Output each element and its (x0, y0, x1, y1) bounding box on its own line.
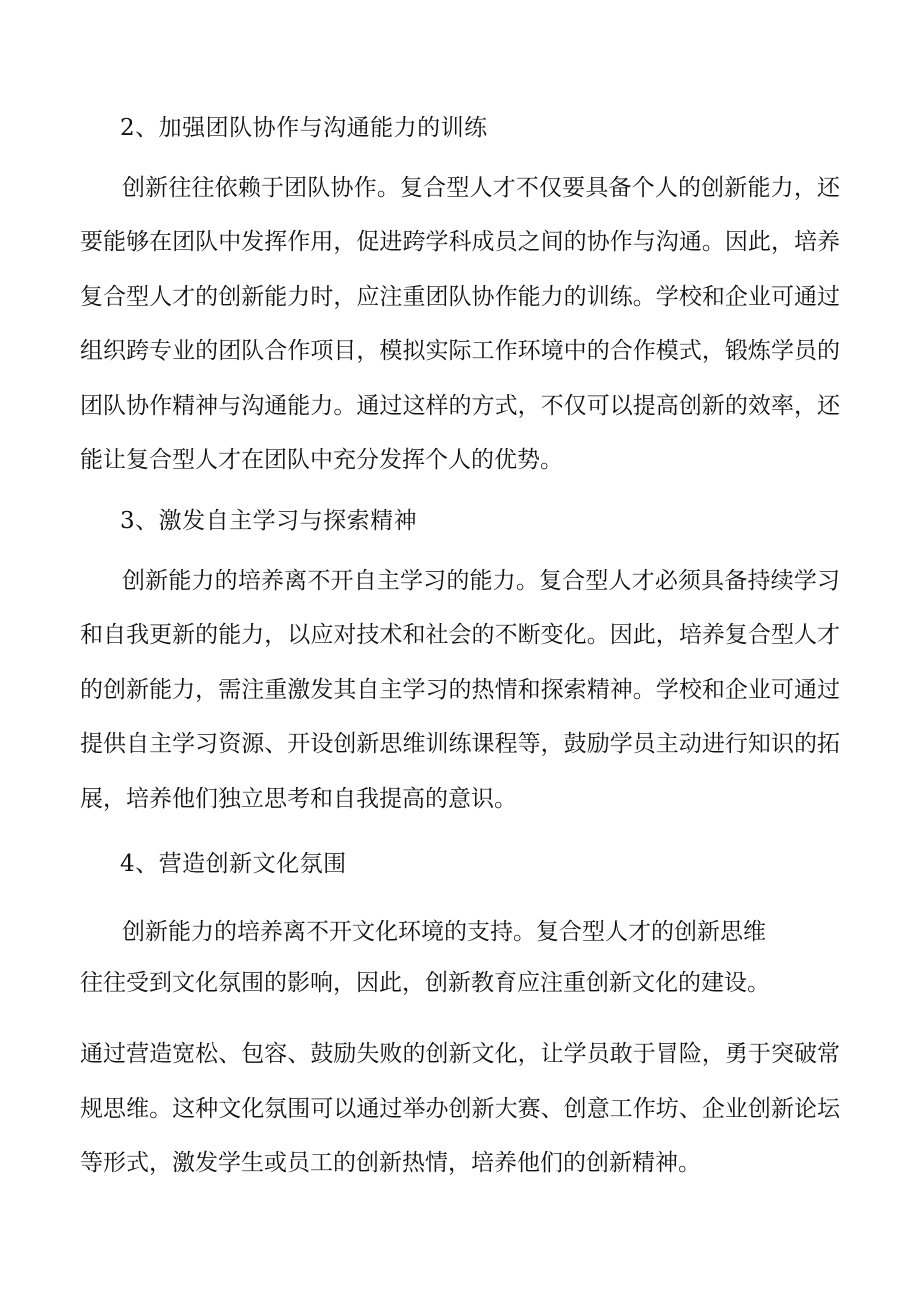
paragraph-line: 创新能力的培养离不开自主学习的能力。复合型人才必须具备持续学习 (122, 568, 840, 594)
paragraph-line: 通过营造宽松、包容、鼓励失败的创新文化，让学员敢于冒险，勇于突破常 (80, 1041, 840, 1067)
paragraph-line: 组织跨专业的团队合作项目，模拟实际工作环境中的合作模式，锻炼学员的 (80, 338, 840, 364)
paragraph-line: 创新往往依赖于团队协作。复合型人才不仅要具备个人的创新能力，还 (122, 175, 840, 201)
paragraph-line: 往往受到文化氛围的影响，因此，创新教育应注重创新文化的建设。 (80, 970, 770, 996)
paragraph-line: 要能够在团队中发挥作用，促进跨学科成员之间的协作与沟通。因此，培养 (80, 229, 840, 255)
paragraph-line: 能让复合型人才在团队中充分发挥个人的优势。 (80, 447, 563, 473)
section-heading-4: 4、营造创新文化氛围 (120, 851, 347, 877)
paragraph-line: 创新能力的培养离不开文化环境的支持。复合型人才的创新思维 (122, 919, 766, 945)
paragraph-line: 展，培养他们独立思考和自我提高的意识。 (80, 786, 517, 812)
paragraph-line: 团队协作精神与沟通能力。通过这样的方式，不仅可以提高创新的效率，还 (80, 393, 840, 419)
section-heading-2: 2、加强团队协作与沟通能力的训练 (120, 115, 488, 141)
paragraph-line: 提供自主学习资源、开设创新思维训练课程等，鼓励学员主动进行知识的拓 (80, 731, 840, 757)
paragraph-line: 复合型人才的创新能力时，应注重团队协作能力的训练。学校和企业可通过 (80, 284, 840, 310)
paragraph-line: 的创新能力，需注重激发其自主学习的热情和探索精神。学校和企业可通过 (80, 677, 840, 703)
paragraph-line: 规思维。这种文化氛围可以通过举办创新大赛、创意工作坊、企业创新论坛 (80, 1096, 840, 1122)
paragraph-line: 和自我更新的能力，以应对技术和社会的不断变化。因此，培养复合型人才 (80, 622, 840, 648)
section-heading-3: 3、激发自主学习与探索精神 (120, 508, 418, 534)
paragraph-line: 等形式，激发学生或员工的创新热情，培养他们的创新精神。 (80, 1150, 701, 1176)
